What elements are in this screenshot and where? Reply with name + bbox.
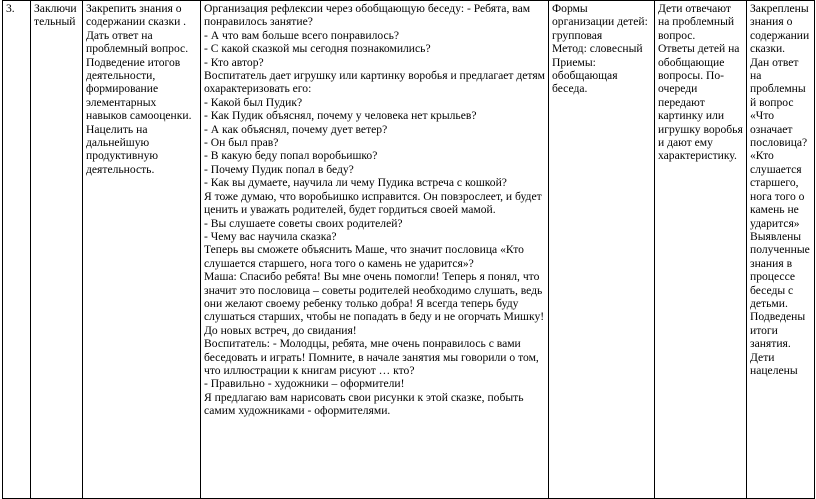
content-line: - С какой сказкой мы сегодня познакомились? — [204, 42, 431, 56]
cell-result — [747, 1, 815, 499]
stage-name: Заключительный — [34, 2, 77, 29]
method-text: Метод: словесный — [552, 42, 643, 56]
content-line: - Он был прав? — [204, 136, 279, 150]
content-line: Организация рефлексии через обобщающую беседу: - Ребята, вам понравилось занятие? — [204, 2, 531, 29]
content-line: - Как Пудик объяснял, почему у человека нет крыльев? — [204, 109, 477, 123]
result-text: Дан ответ на проблемный вопрос «Что означает пословица? «Кто слушается старшего, нога того о камень не ударится» — [750, 55, 808, 230]
goal-text: Нацелить на дальнейшую продуктивную деятельность. — [86, 122, 159, 176]
lesson-plan-table — [2, 0, 815, 499]
table-row — [3, 1, 815, 499]
activity-text: Дети отвечают на проблемный вопрос. — [658, 2, 735, 42]
result-text: Подведены итоги занятия. — [750, 310, 806, 351]
content-line: - Как вы думаете, научила ли чему Пудика встреча с кошкой? — [204, 176, 507, 190]
cell-number — [3, 1, 31, 499]
content-line: - Почему Пудик попал в беду? — [204, 162, 354, 176]
content-line: - Какой был Пудик? — [204, 95, 303, 109]
goal-text: Подведение итогов деятельности, формирование элементарных навыков самооценки. — [86, 55, 192, 123]
cell-goals — [83, 1, 201, 499]
cell-stage — [31, 1, 83, 499]
forms-text: Формы организации детей: групповая — [552, 2, 648, 42]
content-line: - Правильно - художники – оформители! — [204, 377, 405, 391]
content-line: До новых встреч, до свидания! — [204, 323, 357, 337]
content-line: Воспитатель дает игрушку или картинку воробья и предлагает детям охарактеризовать его: — [204, 69, 546, 96]
content-line: - Вы слушаете советы своих родителей? — [204, 216, 403, 230]
activity-text: Ответы детей на обобщающие вопросы. По-очереди передают картинку или игрушку воробья и дают ему характеристику. — [658, 42, 743, 163]
content-line: - Чему вас научила сказка? — [204, 229, 337, 243]
goal-text: Закрепить знания о содержании сказки . Дать ответ на проблемный вопрос. — [86, 2, 189, 56]
content-line: - А что вам больше всего понравилось? — [204, 28, 400, 42]
content-line: - В какую беду попал воробьишко? — [204, 149, 378, 163]
result-text: Закреплены знания о содержании сказки. — [750, 2, 810, 56]
cell-children-activity — [655, 1, 747, 499]
techniques-text: Приемы: обобщающая беседа. — [552, 55, 618, 96]
content-line: Воспитатель: - Молодцы, ребята, мне очень понравилось с вами беседовать и играть! Помните, в начале занятия мы говорили о том, что иллюстрации к книгам рисуют … кто? — [204, 337, 539, 377]
row-number: 3. — [6, 2, 15, 15]
content-line: Маша: Спасибо ребята! Вы мне очень помогли! Теперь я понял, что значит это пословица – советы родителей необходимо слушать, ведь они желают своему ребенку только добра! Я всегда теперь буду слушаться старших, чтобы не попадать в беду и не огорчать Мишку! — [204, 270, 545, 324]
content-line: Я предлагаю вам нарисовать свои рисунки к этой сказке, побыть самим художниками - оформителями. — [204, 390, 524, 418]
cell-content — [201, 1, 549, 499]
result-text: Дети нацелены — [750, 350, 798, 377]
content-line: - Кто автор? — [204, 55, 264, 69]
result-text: Выявлены полученные знания в процессе беседы с детьми. — [750, 229, 810, 310]
content-line: Теперь вы сможете объяснить Маше, что значит пословица «Кто слушается старшего, нога того о камень не ударится»? — [204, 243, 524, 270]
cell-forms — [549, 1, 655, 499]
content-line: - А как объяснял, почему дует ветер? — [204, 122, 388, 136]
content-line: Я тоже думаю, что воробьишко исправится. Он повзрослеет, и будет ценить и уважать родителей, будет гордиться своей мамой. — [204, 189, 542, 217]
